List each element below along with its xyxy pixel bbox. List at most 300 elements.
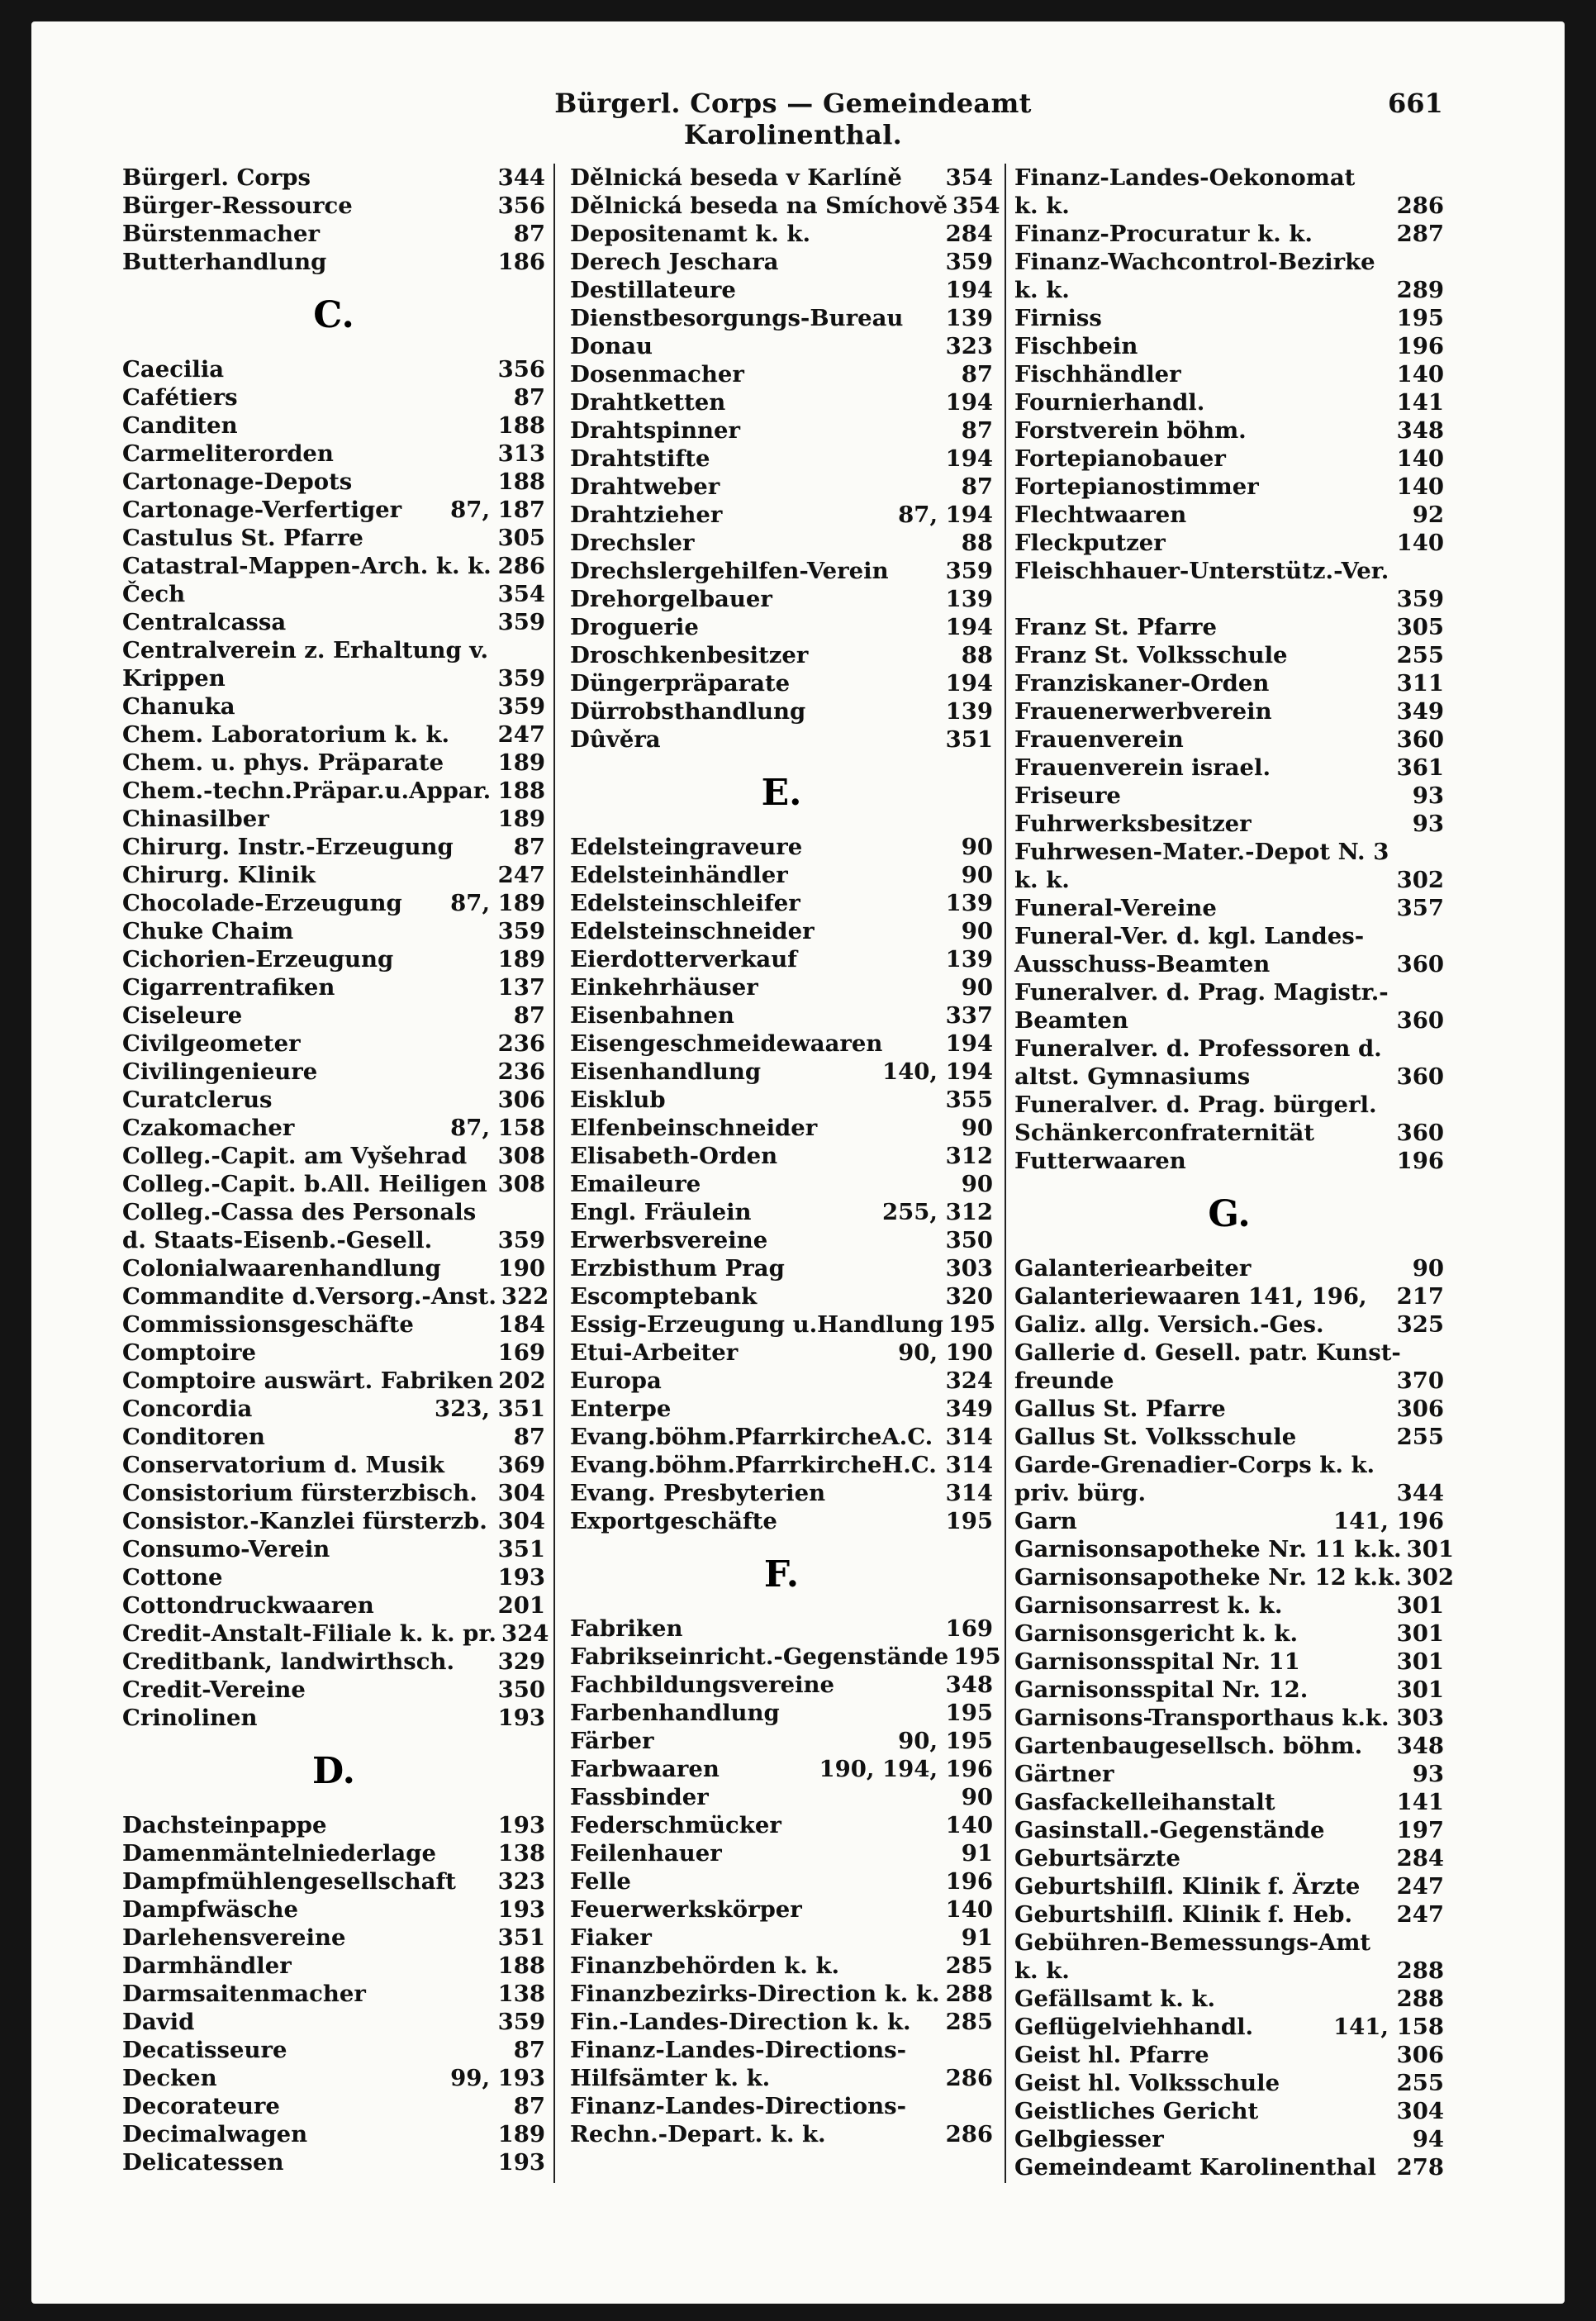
entry-page-refs: 305 <box>497 525 545 551</box>
entry-page-refs: 87, 189 <box>450 890 545 916</box>
entry-page-refs: 306 <box>1396 1396 1444 1422</box>
entry-page-refs: 287 <box>1396 221 1444 247</box>
entry-name: Franz St. Volksschule <box>1014 642 1288 668</box>
index-entry <box>570 1952 993 1980</box>
entry-name: Decorateure <box>122 2093 280 2119</box>
index-entry <box>1014 866 1444 894</box>
entry-name: Gemeindeamt Karolinenthal <box>1014 2154 1376 2181</box>
entry-name: Erwerbsvereine <box>570 1227 768 1253</box>
index-entry <box>1014 1507 1444 1535</box>
index-entry <box>122 1086 545 1114</box>
index-entry <box>1014 1310 1444 1339</box>
index-entry <box>570 1895 993 1924</box>
index-entry <box>570 833 993 861</box>
section-letter: D. <box>312 1750 355 1792</box>
entry-name: Firniss <box>1014 305 1102 331</box>
entry-name: Donau <box>570 333 653 359</box>
index-entry <box>570 388 993 416</box>
entry-name: Čech <box>122 581 186 607</box>
entry-name: k. k. <box>1014 867 1070 893</box>
entry-page-refs: 255 <box>1396 642 1444 668</box>
entry-page-refs: 247 <box>1396 1873 1444 1900</box>
entry-name: Fleckputzer <box>1014 530 1166 556</box>
entry-name: Chem. u. phys. Präparate <box>122 749 444 776</box>
index-entry <box>1014 557 1444 585</box>
entry-name: Galiz. allg. Versich.-Ges. <box>1014 1311 1324 1338</box>
entry-name: Finanz-Wachcontrol-Bezirke <box>1014 249 1375 275</box>
entry-page-refs: 169 <box>945 1615 993 1642</box>
index-entry <box>122 1001 545 1030</box>
entry-name: Commissionsgeschäfte <box>122 1311 414 1338</box>
entry-page-refs: 87 <box>513 2093 545 2119</box>
index-entry <box>122 1423 545 1451</box>
entry-name: Gallus St. Pfarre <box>1014 1396 1226 1422</box>
index-entry <box>570 1367 993 1395</box>
index-entry <box>122 552 545 580</box>
entry-page-refs: 323 <box>945 333 993 359</box>
entry-name: Fin.-Landes-Direction k. k. <box>570 2009 911 2035</box>
index-entry <box>122 1479 545 1507</box>
entry-name: Eisenbahnen <box>570 1002 734 1029</box>
entry-page-refs: 361 <box>1396 754 1444 781</box>
index-entry <box>1014 2013 1444 2041</box>
index-entry <box>1014 1091 1444 1119</box>
entry-name: Catastral-Mappen-Arch. k. k. <box>122 553 492 579</box>
index-entry <box>570 1755 993 1783</box>
entry-page-refs: 324 <box>501 1620 549 1647</box>
index-entry <box>122 496 545 524</box>
index-entry <box>122 749 545 777</box>
index-entry <box>570 416 993 445</box>
entry-page-refs: 323, 351 <box>435 1396 545 1422</box>
index-entry <box>570 501 993 529</box>
entry-name: Drahtspinner <box>570 417 740 444</box>
entry-name: Bürger-Ressource <box>122 193 353 219</box>
index-entry <box>122 524 545 552</box>
entry-name: Garnisonsapotheke Nr. 11 k.k. <box>1014 1536 1402 1562</box>
entry-page-refs: 354 <box>945 164 993 191</box>
index-entry <box>570 1001 993 1030</box>
entry-page-refs: 139 <box>945 946 993 973</box>
entry-page-refs: 140 <box>945 1812 993 1838</box>
index-entry <box>1014 2097 1444 2125</box>
entry-name: Edelsteinhändler <box>570 862 788 888</box>
entry-name: Futterwaaren <box>1014 1148 1186 1174</box>
entry-name: Drehorgelbauer <box>570 586 772 612</box>
index-entry <box>122 220 545 248</box>
entry-name: Garnisonsgericht k. k. <box>1014 1620 1299 1647</box>
index-entry <box>122 1367 545 1395</box>
entry-name: Erzbisthum Prag <box>570 1255 785 1282</box>
index-entry <box>122 1563 545 1591</box>
index-entry <box>570 248 993 276</box>
entry-page-refs: 278 <box>1396 2154 1444 2181</box>
index-entry <box>570 557 993 585</box>
entry-page-refs: 139 <box>945 305 993 331</box>
entry-name: Drahtweber <box>570 473 720 500</box>
entry-name: Geistliches Gericht <box>1014 2098 1259 2124</box>
entry-page-refs: 141, 158 <box>1333 2014 1444 2040</box>
index-entry <box>122 164 545 192</box>
entry-name: Krippen <box>122 665 226 692</box>
entry-name: Escomptebank <box>570 1283 758 1310</box>
entry-page-refs: 202 <box>498 1367 546 1394</box>
entry-page-refs: 247 <box>497 721 545 748</box>
entry-page-refs: 194 <box>945 614 993 640</box>
entry-page-refs: 286 <box>945 2065 993 2091</box>
entry-page-refs: 90 <box>961 1784 993 1810</box>
index-entry <box>570 1170 993 1198</box>
entry-name: Fuhrwesen-Mater.-Depot N. 3 <box>1014 839 1389 865</box>
entry-name: Conditoren <box>122 1424 265 1450</box>
index-entry <box>1014 1063 1444 1091</box>
entry-page-refs: 286 <box>945 2121 993 2147</box>
entry-page-refs: 369 <box>497 1452 545 1478</box>
entry-name: Dûvěra <box>570 726 661 753</box>
entry-name: Decimalwagen <box>122 2121 308 2147</box>
entry-page-refs: 360 <box>1396 1007 1444 1034</box>
index-entry <box>1014 1254 1444 1282</box>
entry-name: Frauenverein israel. <box>1014 754 1271 781</box>
entry-page-refs: 286 <box>497 553 545 579</box>
entry-page-refs: 194 <box>945 445 993 472</box>
entry-page-refs: 189 <box>497 2121 545 2147</box>
index-entry <box>1014 810 1444 838</box>
entry-page-refs: 359 <box>497 665 545 692</box>
index-entry <box>570 1615 993 1643</box>
page-number: 661 <box>1388 88 1443 119</box>
index-entry <box>122 1170 545 1198</box>
entry-page-refs: 92 <box>1412 502 1444 528</box>
index-entry <box>570 2120 993 2148</box>
entry-page-refs: 141 <box>1396 1789 1444 1815</box>
entry-name: Emaileure <box>570 1171 701 1197</box>
entry-name: Edelsteinschneider <box>570 918 815 944</box>
index-entry <box>122 692 545 721</box>
entry-name: Funeralver. d. Prag. Magistr.- <box>1014 979 1389 1006</box>
entry-name: Finanz-Landes-Directions- <box>570 2093 906 2119</box>
index-entry <box>1014 220 1444 248</box>
entry-page-refs: 217 <box>1396 1283 1444 1310</box>
entry-name: Darlehensvereine <box>122 1924 346 1951</box>
entry-page-refs: 284 <box>945 221 993 247</box>
entry-page-refs: 354 <box>952 193 1000 219</box>
entry-name: Evang. Presbyterien <box>570 1480 826 1506</box>
index-entry <box>122 1198 545 1226</box>
entry-page-refs: 301 <box>1406 1536 1454 1562</box>
entry-page-refs: 189 <box>497 946 545 973</box>
entry-name: Centralverein z. Erhaltung v. <box>122 637 489 663</box>
index-entry <box>1014 1479 1444 1507</box>
entry-name: Eisenhandlung <box>570 1058 762 1085</box>
index-entry <box>570 1479 993 1507</box>
entry-name: Garnisonsapotheke Nr. 12 k.k. <box>1014 1564 1402 1591</box>
entry-page-refs: 87, 194 <box>898 502 993 528</box>
entry-name: Crinolinen <box>122 1705 258 1731</box>
entry-name: Carmeliterorden <box>122 440 334 467</box>
index-entry <box>122 1980 545 2008</box>
entry-name: Dělnická beseda na Smíchově <box>570 193 948 219</box>
entry-name: Gartenbaugesellsch. böhm. <box>1014 1733 1363 1759</box>
index-entry <box>122 917 545 945</box>
entry-name: Forstverein böhm. <box>1014 417 1247 444</box>
index-entry <box>1014 2041 1444 2069</box>
entry-page-refs: 360 <box>1396 726 1444 753</box>
entry-name: k. k. <box>1014 193 1070 219</box>
entry-name: Dienstbesorgungs-Bureau <box>570 305 904 331</box>
entry-page-refs: 195 <box>1396 305 1444 331</box>
entry-name: Garnisonsspital Nr. 12. <box>1014 1677 1309 1703</box>
entry-name: Chuke Chaim <box>122 918 294 944</box>
entry-name: Dampfwäsche <box>122 1896 299 1923</box>
entry-page-refs: 90 <box>961 918 993 944</box>
entry-page-refs: 188 <box>497 1952 545 1979</box>
index-entry <box>570 1643 1001 1671</box>
entry-page-refs: 236 <box>497 1030 545 1057</box>
entry-page-refs: 301 <box>1396 1648 1444 1675</box>
entry-page-refs: 190, 194, 196 <box>819 1756 993 1782</box>
entry-name: Darmhändler <box>122 1952 292 1979</box>
entry-page-refs: 312 <box>945 1143 993 1169</box>
section-letter: G. <box>1208 1193 1251 1235</box>
index-entry <box>1014 501 1444 529</box>
index-entry <box>1014 416 1444 445</box>
entry-page-refs: 285 <box>945 1952 993 1979</box>
entry-name: Hilfsämter k. k. <box>570 2065 771 2091</box>
entry-page-refs: 348 <box>1396 1733 1444 1759</box>
index-entry <box>1014 445 1444 473</box>
entry-page-refs: 138 <box>497 1840 545 1867</box>
entry-page-refs: 91 <box>961 1924 993 1951</box>
index-entry <box>570 1699 993 1727</box>
entry-page-refs: 357 <box>1396 895 1444 921</box>
entry-name: Garnisonsspital Nr. 11 <box>1014 1648 1300 1675</box>
index-entry <box>570 1783 993 1811</box>
index-entry <box>570 1671 993 1699</box>
entry-name: Färber <box>570 1728 654 1754</box>
index-entry <box>122 411 545 440</box>
entry-name: Eierdotterverkauf <box>570 946 798 973</box>
entry-page-refs: 301 <box>1396 1677 1444 1703</box>
index-entry <box>1014 164 1444 192</box>
entry-page-refs: 359 <box>945 558 993 584</box>
entry-page-refs: 138 <box>497 1981 545 2007</box>
index-entry <box>1014 1423 1444 1451</box>
entry-page-refs: 87 <box>513 221 545 247</box>
index-entry <box>1014 669 1444 697</box>
entry-name: Fournierhandl. <box>1014 389 1205 416</box>
entry-name: Fabriken <box>570 1615 683 1642</box>
index-entry <box>122 2064 545 2092</box>
entry-page-refs: 193 <box>497 1564 545 1591</box>
entry-page-refs: 87 <box>513 2037 545 2063</box>
index-entry <box>1014 248 1444 276</box>
entry-page-refs: 90, 195 <box>898 1728 993 1754</box>
index-entry <box>1014 1006 1444 1034</box>
index-column-middle <box>570 164 1001 2148</box>
entry-page-refs: 189 <box>497 806 545 832</box>
index-entry <box>1014 529 1444 557</box>
index-entry <box>570 2092 993 2120</box>
entry-page-refs: 350 <box>945 1227 993 1253</box>
index-entry <box>122 777 545 805</box>
entry-name: Dosenmacher <box>570 361 744 388</box>
index-entry <box>1014 192 1444 220</box>
index-entry <box>122 1114 545 1142</box>
entry-name: Fassbinder <box>570 1784 709 1810</box>
index-entry <box>122 608 545 636</box>
entry-page-refs: 308 <box>497 1171 545 1197</box>
entry-name: Garnisons-Transporthaus k.k. <box>1014 1705 1389 1731</box>
index-entry <box>122 383 545 411</box>
entry-page-refs: 351 <box>945 726 993 753</box>
index-entry <box>122 1839 545 1867</box>
index-entry <box>1014 1563 1454 1591</box>
entry-name: Feuerwerkskörper <box>570 1896 802 1923</box>
entry-name: Czakomacher <box>122 1115 295 1141</box>
index-entry <box>122 1648 545 1676</box>
index-entry <box>1014 1985 1444 2013</box>
entry-page-refs: 313 <box>497 440 545 467</box>
entry-name: Elfenbeinschneider <box>570 1115 818 1141</box>
entry-page-refs: 140 <box>1396 473 1444 500</box>
index-entry <box>122 805 545 833</box>
entry-page-refs: 93 <box>1412 1761 1444 1787</box>
index-entry <box>122 440 545 468</box>
entry-name: Garn <box>1014 1508 1077 1534</box>
entry-name: Frauenverein <box>1014 726 1184 753</box>
index-entry <box>570 1198 993 1226</box>
index-entry <box>570 1423 993 1451</box>
entry-name: Fachbildungsvereine <box>570 1672 835 1698</box>
entry-name: Chem. Laboratorium k. k. <box>122 721 450 748</box>
entry-name: Fortepianobauer <box>1014 445 1226 472</box>
entry-page-refs: 344 <box>1396 1480 1444 1506</box>
index-entry <box>570 276 993 304</box>
entry-page-refs: 305 <box>1396 614 1444 640</box>
entry-page-refs: 311 <box>1396 670 1444 697</box>
entry-page-refs: 323 <box>497 1868 545 1895</box>
entry-page-refs: 314 <box>945 1424 993 1450</box>
entry-name: Destillateure <box>570 277 736 303</box>
entry-page-refs: 193 <box>497 2149 545 2176</box>
index-entry <box>1014 1282 1444 1310</box>
index-entry <box>1014 1034 1444 1063</box>
entry-name: Drahtzieher <box>570 502 723 528</box>
entry-name: Credit-Anstalt-Filiale k. k. pr. <box>122 1620 496 1647</box>
entry-name: Gebühren-Bemessungs-Amt <box>1014 1929 1371 1956</box>
entry-name: Funeralver. d. Professoren d. <box>1014 1035 1382 1062</box>
entry-page-refs: 137 <box>497 974 545 1001</box>
entry-name: Garde-Grenadier-Corps k. k. <box>1014 1452 1375 1478</box>
entry-name: Engl. Fräulein <box>570 1199 752 1225</box>
entry-page-refs: 303 <box>1396 1705 1444 1731</box>
index-entry <box>1014 978 1444 1006</box>
index-entry <box>1014 1704 1444 1732</box>
entry-name: Exportgeschäfte <box>570 1508 777 1534</box>
index-entry <box>1014 1147 1444 1175</box>
entry-page-refs: 88 <box>961 530 993 556</box>
entry-name: Enterpe <box>570 1396 672 1422</box>
entry-name: Essig-Erzeugung u.Handlung <box>570 1311 943 1338</box>
entry-page-refs: 139 <box>945 586 993 612</box>
index-entry <box>122 1310 545 1339</box>
entry-name: Chirurg. Klinik <box>122 862 316 888</box>
index-entry <box>570 1811 993 1839</box>
entry-name: Chirurg. Instr.-Erzeugung <box>122 834 454 860</box>
entry-page-refs: 360 <box>1396 951 1444 977</box>
entry-name: Cichorien-Erzeugung <box>122 946 394 973</box>
entry-name: Decatisseure <box>122 2037 287 2063</box>
index-entry <box>122 1030 545 1058</box>
index-entry <box>122 1339 545 1367</box>
entry-name: Elisabeth-Orden <box>570 1143 778 1169</box>
entry-page-refs: 195 <box>953 1643 1001 1670</box>
entry-page-refs: 87 <box>961 417 993 444</box>
entry-page-refs: 329 <box>497 1648 545 1675</box>
index-entry <box>1014 894 1444 922</box>
index-entry <box>570 332 993 360</box>
entry-name: Cottone <box>122 1564 223 1591</box>
entry-name: Gasfackelleihanstalt <box>1014 1789 1275 1815</box>
entry-name: Geburtsärzte <box>1014 1845 1180 1872</box>
index-entry <box>570 1310 996 1339</box>
index-entry <box>122 1952 545 1980</box>
entry-name: d. Staats-Eisenb.-Gesell. <box>122 1227 433 1253</box>
entry-name: Cafétiers <box>122 384 238 411</box>
index-entry <box>570 1980 993 2008</box>
entry-name: Canditen <box>122 412 238 439</box>
section-letter: F. <box>763 1553 800 1596</box>
entry-page-refs: 196 <box>1396 1148 1444 1174</box>
index-entry <box>570 973 993 1001</box>
entry-name: Gallerie d. Gesell. patr. Kunst- <box>1014 1339 1401 1366</box>
index-entry <box>122 664 545 692</box>
entry-page-refs: 91 <box>961 1840 993 1867</box>
entry-page-refs: 356 <box>497 193 545 219</box>
entry-name: Colleg.-Cassa des Personals <box>122 1199 477 1225</box>
index-entry <box>1014 782 1444 810</box>
entry-name: Düngerpräparate <box>570 670 791 697</box>
entry-name: Einkehrhäuser <box>570 974 758 1001</box>
index-entry <box>1014 2153 1444 2181</box>
entry-page-refs: 288 <box>945 1981 993 2007</box>
entry-name: Rechn.-Depart. k. k. <box>570 2121 826 2147</box>
index-entry <box>1014 1929 1444 1957</box>
entry-page-refs: 90, 190 <box>898 1339 993 1366</box>
index-entry <box>1014 1535 1454 1563</box>
entry-page-refs: 314 <box>945 1480 993 1506</box>
index-entry <box>122 1924 545 1952</box>
entry-page-refs: 301 <box>1396 1620 1444 1647</box>
index-entry <box>122 721 545 749</box>
entry-name: Drechslergehilfen-Verein <box>570 558 889 584</box>
index-entry <box>122 2120 545 2148</box>
index-entry <box>570 669 993 697</box>
entry-page-refs: 359 <box>497 693 545 720</box>
entry-name: Creditbank, landwirthsch. <box>122 1648 455 1675</box>
entry-name: Droschkenbesitzer <box>570 642 809 668</box>
entry-name: Consistor.-Kanzlei fürsterzb. <box>122 1508 487 1534</box>
index-entry <box>570 1282 993 1310</box>
entry-name: Castulus St. Pfarre <box>122 525 363 551</box>
entry-name: Damenmäntelniederlage <box>122 1840 436 1867</box>
entry-page-refs: 348 <box>945 1672 993 1698</box>
entry-name: Bürgerl. Corps <box>122 164 311 191</box>
entry-name: Eisklub <box>570 1087 666 1113</box>
entry-page-refs: 94 <box>1412 2126 1444 2152</box>
index-entry <box>570 1339 993 1367</box>
